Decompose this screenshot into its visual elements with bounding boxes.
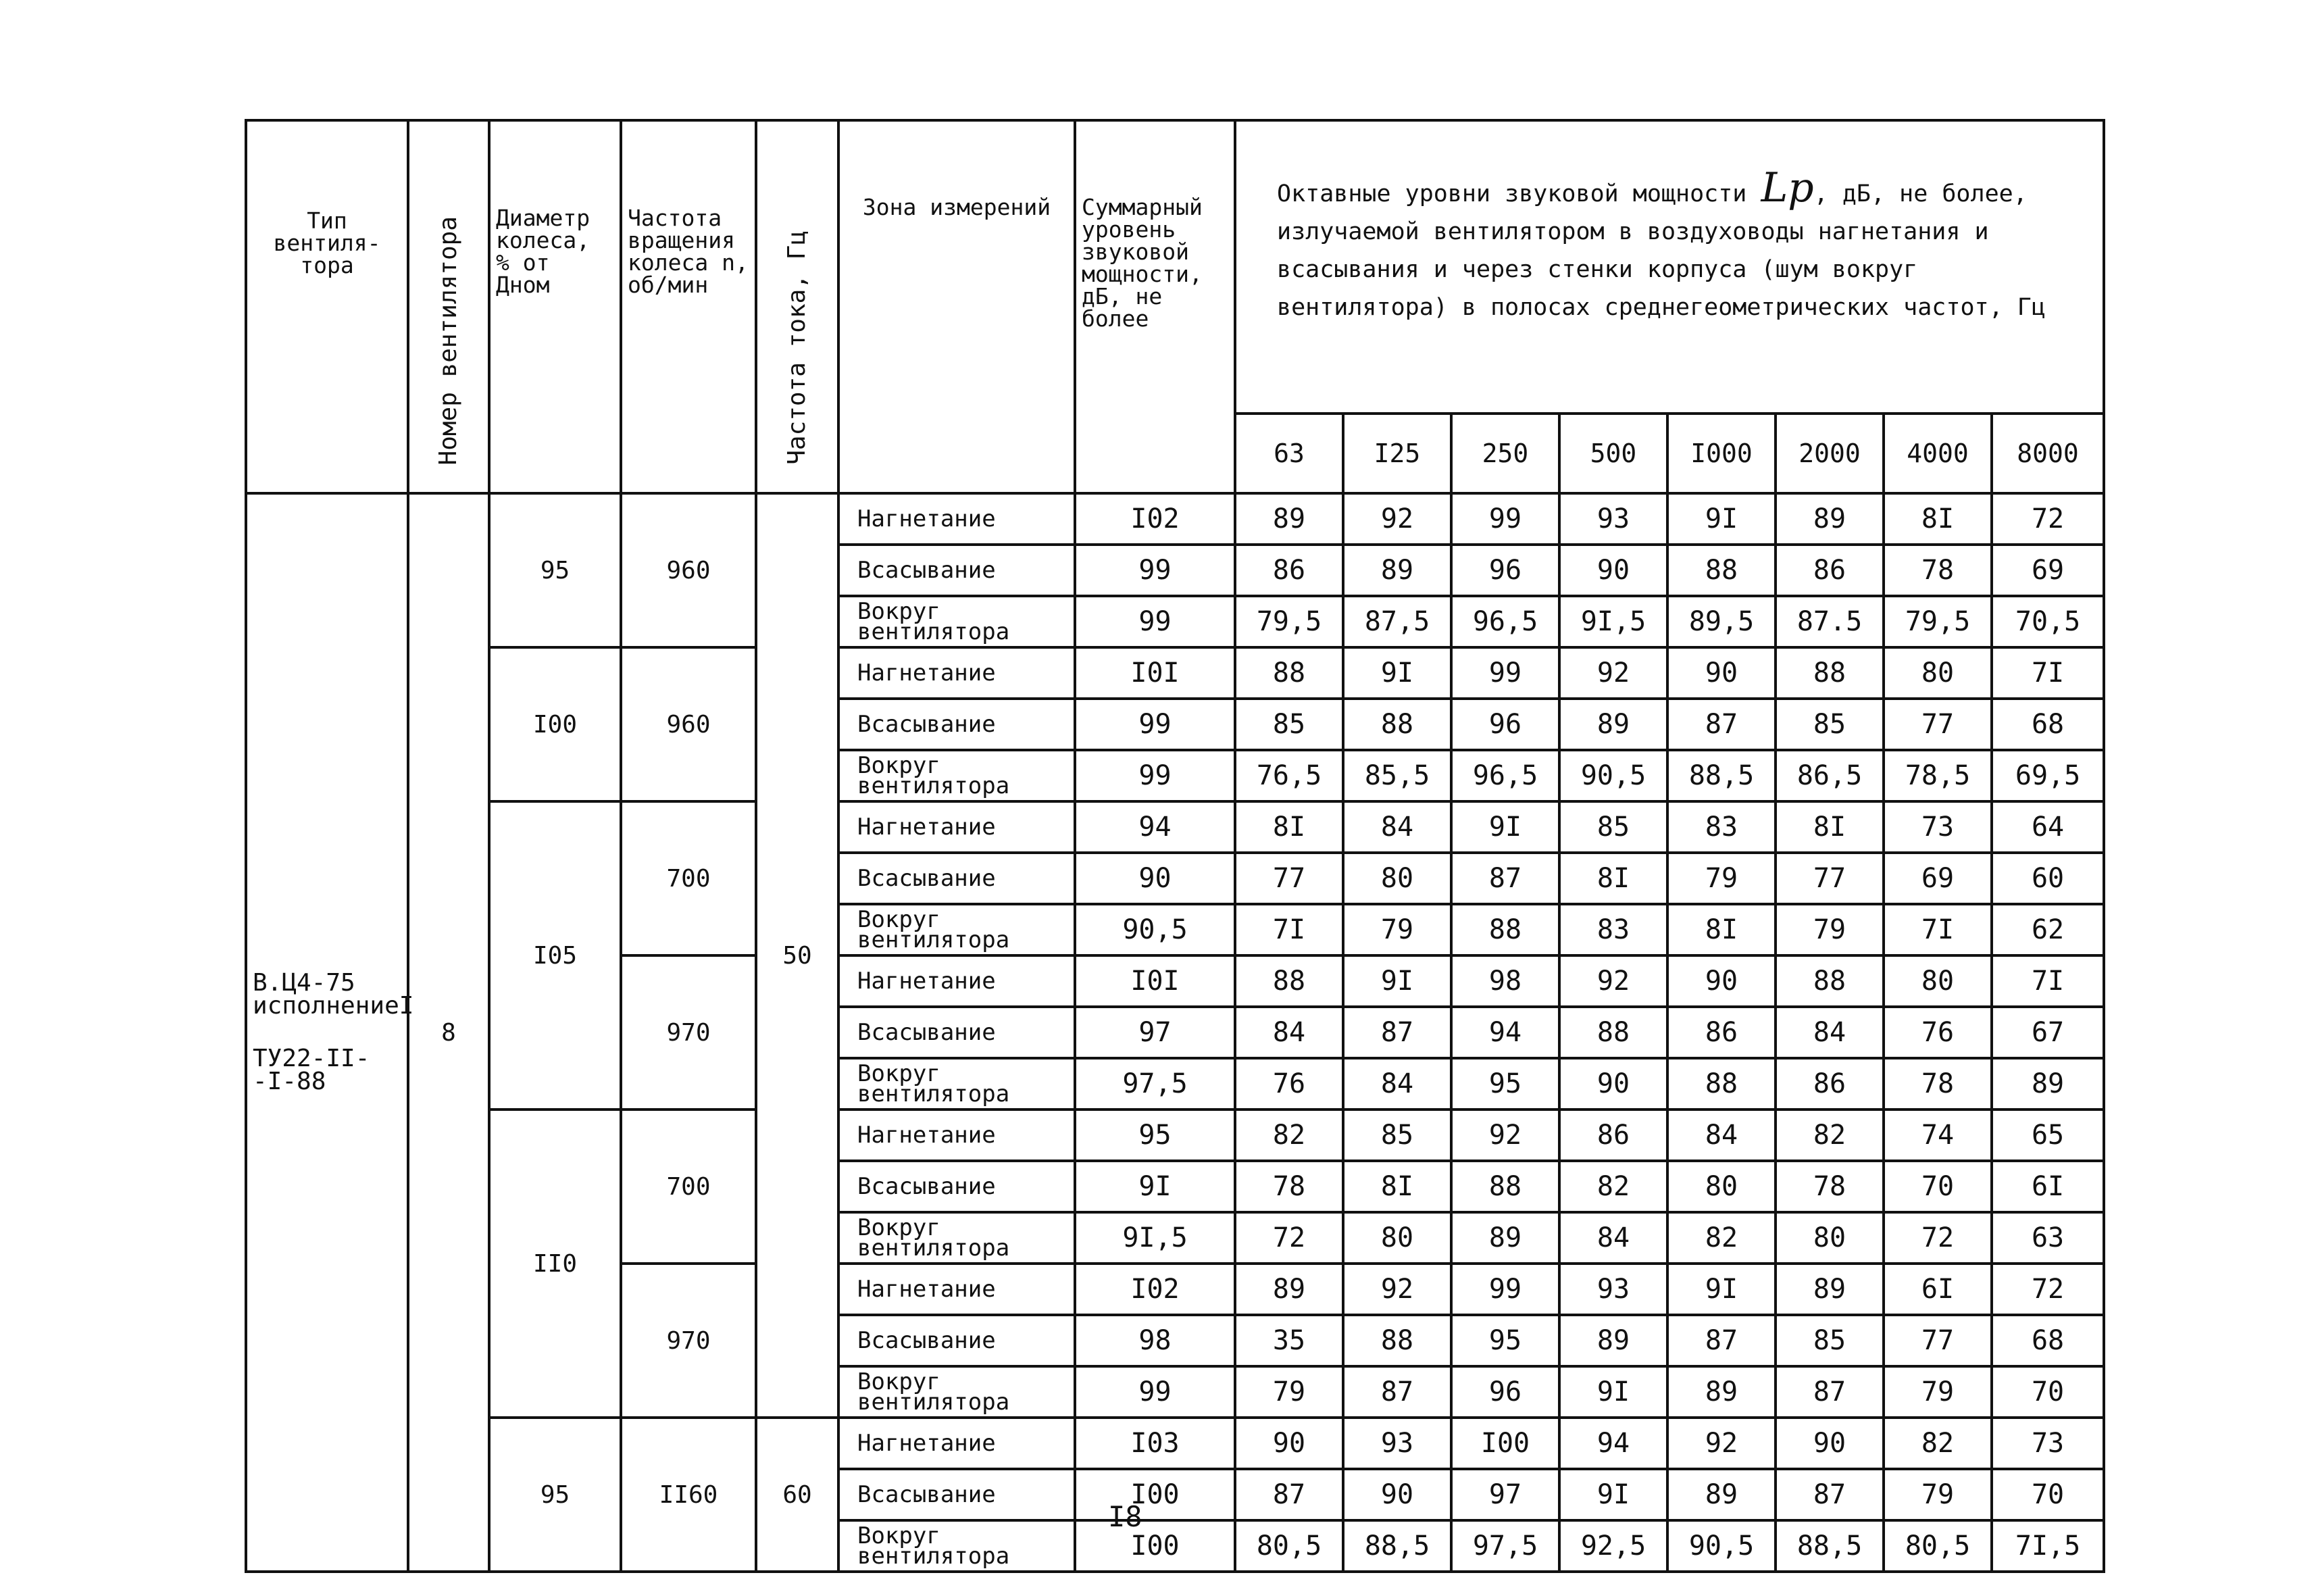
level-cell: 87 — [1776, 1469, 1884, 1520]
zone-cell: Вокруг вентилятора — [838, 1212, 1075, 1264]
level-cell: 84 — [1776, 1007, 1884, 1058]
level-cell: 95 — [1451, 1058, 1559, 1109]
level-cell: 92 — [1343, 1264, 1451, 1315]
level-cell: 87 — [1235, 1469, 1343, 1520]
level-cell: 87 — [1343, 1366, 1451, 1418]
level-cell: 84 — [1667, 1109, 1776, 1161]
level-cell: 88 — [1451, 904, 1559, 955]
level-cell: 86 — [1776, 1058, 1884, 1109]
level-cell: 87 — [1667, 1315, 1776, 1366]
zone-cell: Вокруг вентилятора — [838, 1058, 1075, 1109]
level-cell: 88,5 — [1776, 1520, 1884, 1572]
level-cell: 76 — [1235, 1058, 1343, 1109]
spec-sheet — [245, 119, 2105, 1573]
level-cell: 79,5 — [1235, 596, 1343, 647]
level-cell: 88 — [1235, 647, 1343, 699]
level-cell: 78 — [1235, 1161, 1343, 1212]
level-cell: 82 — [1559, 1161, 1667, 1212]
fan-noise-table — [245, 119, 2105, 1573]
total-level-cell: 97 — [1075, 1007, 1235, 1058]
level-cell: 88 — [1776, 955, 1884, 1007]
speed-cell: 700 — [621, 1109, 756, 1264]
level-cell: 72 — [1884, 1212, 1992, 1264]
level-cell: 85,5 — [1343, 750, 1451, 801]
level-cell: 7I — [1235, 904, 1343, 955]
level-cell: 7I — [1992, 647, 2104, 699]
total-level-cell: 99 — [1075, 545, 1235, 596]
level-cell: 78 — [1884, 545, 1992, 596]
total-level-cell: I0I — [1075, 955, 1235, 1007]
level-cell: 88 — [1667, 545, 1776, 596]
level-cell: 90 — [1667, 955, 1776, 1007]
level-cell: 88 — [1667, 1058, 1776, 1109]
zone-cell: Всасывание — [838, 1315, 1075, 1366]
total-level-cell: 9I,5 — [1075, 1212, 1235, 1264]
level-cell: 89 — [1667, 1366, 1776, 1418]
level-cell: 70,5 — [1992, 596, 2104, 647]
level-cell: 98 — [1451, 955, 1559, 1007]
level-cell: 85 — [1776, 699, 1884, 750]
zone-cell: Всасывание — [838, 545, 1075, 596]
level-cell: 79 — [1235, 1366, 1343, 1418]
diameter-cell: I05 — [489, 801, 621, 1109]
level-cell: 87 — [1451, 853, 1559, 904]
total-level-cell: I00 — [1075, 1520, 1235, 1572]
speed-cell: 960 — [621, 647, 756, 801]
level-cell: 72 — [1235, 1212, 1343, 1264]
level-cell: 92 — [1667, 1418, 1776, 1469]
level-cell: 96,5 — [1451, 750, 1559, 801]
level-cell: 8I — [1235, 801, 1343, 853]
level-cell: 78 — [1776, 1161, 1884, 1212]
speed-cell: 700 — [621, 801, 756, 955]
level-cell: 6I — [1992, 1161, 2104, 1212]
level-cell: 92 — [1559, 955, 1667, 1007]
level-cell: 88,5 — [1667, 750, 1776, 801]
level-cell: 86 — [1667, 1007, 1776, 1058]
level-cell: 89 — [1559, 1315, 1667, 1366]
level-cell: 90 — [1559, 1058, 1667, 1109]
level-cell: 7I — [1992, 955, 2104, 1007]
level-cell: 87,5 — [1343, 596, 1451, 647]
level-cell: 80,5 — [1884, 1520, 1992, 1572]
level-cell: 73 — [1992, 1418, 2104, 1469]
level-cell: 96 — [1451, 699, 1559, 750]
level-cell: 80 — [1343, 853, 1451, 904]
level-cell: 90 — [1667, 647, 1776, 699]
level-cell: 85 — [1343, 1109, 1451, 1161]
frequency-header: I25 — [1343, 414, 1451, 493]
level-cell: 80 — [1343, 1212, 1451, 1264]
diameter-cell: 95 — [489, 493, 621, 647]
level-cell: 92 — [1343, 493, 1451, 545]
table-row — [246, 1109, 2104, 1161]
level-cell: 73 — [1884, 801, 1992, 853]
level-cell: 85 — [1559, 801, 1667, 853]
fan-number-cell: 8 — [408, 493, 489, 1572]
level-cell: 96 — [1451, 1366, 1559, 1418]
frequency-header: 4000 — [1884, 414, 1992, 493]
level-cell: 84 — [1559, 1212, 1667, 1264]
speed-cell: 960 — [621, 493, 756, 647]
zone-header: Зона измерений — [838, 120, 1075, 493]
level-cell: 87 — [1776, 1366, 1884, 1418]
level-cell: 60 — [1992, 853, 2104, 904]
level-cell: 90 — [1235, 1418, 1343, 1469]
level-cell: 87 — [1667, 699, 1776, 750]
total-level-cell: 99 — [1075, 1366, 1235, 1418]
level-cell: 93 — [1559, 1264, 1667, 1315]
zone-cell: Вокруг вентилятора — [838, 1520, 1075, 1572]
level-cell: 77 — [1235, 853, 1343, 904]
level-cell: 99 — [1451, 493, 1559, 545]
level-cell: 80 — [1776, 1212, 1884, 1264]
level-cell: 87 — [1343, 1007, 1451, 1058]
diameter-cell: I00 — [489, 647, 621, 801]
level-cell: 68 — [1992, 1315, 2104, 1366]
level-cell: 89 — [1667, 1469, 1776, 1520]
level-cell: 92,5 — [1559, 1520, 1667, 1572]
level-cell: 94 — [1559, 1418, 1667, 1469]
zone-cell: Нагнетание — [838, 955, 1075, 1007]
speed-cell: 970 — [621, 955, 756, 1109]
level-cell: 9I — [1559, 1366, 1667, 1418]
level-cell: 83 — [1559, 904, 1667, 955]
level-cell: 63 — [1992, 1212, 2104, 1264]
level-cell: 9I — [1667, 493, 1776, 545]
zone-cell: Нагнетание — [838, 1109, 1075, 1161]
level-cell: 69 — [1884, 853, 1992, 904]
zone-cell: Нагнетание — [838, 647, 1075, 699]
level-cell: 82 — [1776, 1109, 1884, 1161]
level-cell: 89 — [1559, 699, 1667, 750]
zone-cell: Всасывание — [838, 1161, 1075, 1212]
level-cell: 86 — [1776, 545, 1884, 596]
zone-cell: Вокруг вентилятора — [838, 1366, 1075, 1418]
table-row — [246, 801, 2104, 853]
total-level-cell: I0I — [1075, 647, 1235, 699]
zone-cell: Нагнетание — [838, 801, 1075, 853]
level-cell: 79 — [1343, 904, 1451, 955]
level-cell: 68 — [1992, 699, 2104, 750]
level-cell: 6I — [1884, 1264, 1992, 1315]
current-frequency-cell: 50 — [756, 493, 838, 1418]
level-cell: 77 — [1776, 853, 1884, 904]
level-cell: 9I — [1667, 1264, 1776, 1315]
level-cell: 89 — [1235, 1264, 1343, 1315]
level-cell: 85 — [1776, 1315, 1884, 1366]
level-cell: 76,5 — [1235, 750, 1343, 801]
level-cell: 86 — [1235, 545, 1343, 596]
level-cell: 8I — [1667, 904, 1776, 955]
level-cell: 89 — [1776, 493, 1884, 545]
zone-cell: Вокруг вентилятора — [838, 904, 1075, 955]
level-cell: 35 — [1235, 1315, 1343, 1366]
speed-cell: II60 — [621, 1418, 756, 1572]
level-cell: 87.5 — [1776, 596, 1884, 647]
diameter-cell: 95 — [489, 1418, 621, 1572]
octave-levels-header: Октавные уровни звуковой мощности Lp, дБ, не более, излучаемой вентилятором в воздуховоды нагнетания и всасывания и через стенки корпуса (шум вокруг вентилятора) в полосах среднегеометрических частот, Гц — [1235, 120, 2104, 414]
zone-cell: Нагнетание — [838, 1264, 1075, 1315]
level-cell: 79 — [1884, 1469, 1992, 1520]
level-cell: 97 — [1451, 1469, 1559, 1520]
level-cell: 82 — [1235, 1109, 1343, 1161]
level-cell: 80 — [1667, 1161, 1776, 1212]
level-cell: 67 — [1992, 1007, 2104, 1058]
level-cell: 90 — [1776, 1418, 1884, 1469]
level-cell: 96 — [1451, 545, 1559, 596]
level-cell: 92 — [1559, 647, 1667, 699]
level-cell: 9I — [1559, 1469, 1667, 1520]
number-header: Номер вентилятора — [408, 120, 489, 493]
total-level-cell: I03 — [1075, 1418, 1235, 1469]
level-cell: 99 — [1451, 1264, 1559, 1315]
level-cell: 88,5 — [1343, 1520, 1451, 1572]
level-cell: 72 — [1992, 1264, 2104, 1315]
zone-cell: Нагнетание — [838, 1418, 1075, 1469]
level-cell: 9I — [1343, 955, 1451, 1007]
level-cell: 86,5 — [1776, 750, 1884, 801]
diameter-header: Диаметр колеса, % от Дном — [489, 120, 621, 493]
level-cell: 89 — [1992, 1058, 2104, 1109]
total-level-header: Суммарный уровень звуковой мощности, дБ, не более — [1075, 120, 1235, 493]
total-level-cell: 98 — [1075, 1315, 1235, 1366]
total-level-cell: 90,5 — [1075, 904, 1235, 955]
type-header: Тип вентиля-тора — [246, 120, 408, 493]
table-body — [246, 493, 2104, 1572]
frequency-header: 500 — [1559, 414, 1667, 493]
table-row — [246, 493, 2104, 545]
level-cell: 88 — [1559, 1007, 1667, 1058]
level-cell: 82 — [1884, 1418, 1992, 1469]
level-cell: 79 — [1776, 904, 1884, 955]
total-level-cell: 9I — [1075, 1161, 1235, 1212]
level-cell: 72 — [1992, 493, 2104, 545]
level-cell: 95 — [1451, 1315, 1559, 1366]
level-cell: 77 — [1884, 699, 1992, 750]
level-cell: 88 — [1343, 699, 1451, 750]
level-cell: 64 — [1992, 801, 2104, 853]
level-cell: 90 — [1343, 1469, 1451, 1520]
level-cell: 89 — [1235, 493, 1343, 545]
total-level-cell: 97,5 — [1075, 1058, 1235, 1109]
level-cell: 80 — [1884, 647, 1992, 699]
level-cell: 93 — [1559, 493, 1667, 545]
level-cell: 89,5 — [1667, 596, 1776, 647]
level-cell: 69 — [1992, 545, 2104, 596]
level-cell: 79 — [1667, 853, 1776, 904]
fan-type-cell: В.Ц4-75 исполнениеI ТУ22-II- -I-88 — [246, 493, 408, 1572]
level-cell: 82 — [1667, 1212, 1776, 1264]
total-level-cell: 94 — [1075, 801, 1235, 853]
level-cell: 86 — [1559, 1109, 1667, 1161]
level-cell: 70 — [1992, 1469, 2104, 1520]
level-cell: 69,5 — [1992, 750, 2104, 801]
level-cell: 8I — [1776, 801, 1884, 853]
level-cell: 74 — [1884, 1109, 1992, 1161]
level-cell: 90,5 — [1667, 1520, 1776, 1572]
level-cell: 80 — [1884, 955, 1992, 1007]
level-cell: 62 — [1992, 904, 2104, 955]
table-row — [246, 647, 2104, 699]
level-cell: 78 — [1884, 1058, 1992, 1109]
level-cell: 84 — [1343, 801, 1451, 853]
speed-cell: 970 — [621, 1264, 756, 1418]
level-cell: 9I — [1343, 647, 1451, 699]
zone-cell: Всасывание — [838, 1469, 1075, 1520]
level-cell: 8I — [1343, 1161, 1451, 1212]
level-cell: 8I — [1559, 853, 1667, 904]
level-cell: 89 — [1451, 1212, 1559, 1264]
level-cell: 65 — [1992, 1109, 2104, 1161]
level-cell: 88 — [1451, 1161, 1559, 1212]
zone-cell: Вокруг вентилятора — [838, 750, 1075, 801]
diameter-cell: II0 — [489, 1109, 621, 1418]
level-cell: 77 — [1884, 1315, 1992, 1366]
level-cell: 94 — [1451, 1007, 1559, 1058]
zone-cell: Вокруг вентилятора — [838, 596, 1075, 647]
level-cell: 80,5 — [1235, 1520, 1343, 1572]
level-cell: 85 — [1235, 699, 1343, 750]
level-cell: 92 — [1451, 1109, 1559, 1161]
total-level-cell: 99 — [1075, 699, 1235, 750]
level-cell: 96,5 — [1451, 596, 1559, 647]
level-cell: 7I,5 — [1992, 1520, 2104, 1572]
level-cell: 76 — [1884, 1007, 1992, 1058]
total-level-cell: I00 — [1075, 1469, 1235, 1520]
frequency-header: 250 — [1451, 414, 1559, 493]
page-number: I8 — [1108, 1500, 1142, 1533]
zone-cell: Всасывание — [838, 699, 1075, 750]
level-cell: 88 — [1235, 955, 1343, 1007]
total-level-cell: I02 — [1075, 1264, 1235, 1315]
frequency-header: I000 — [1667, 414, 1776, 493]
level-cell: 9I — [1451, 801, 1559, 853]
level-cell: 79 — [1884, 1366, 1992, 1418]
level-cell: 79,5 — [1884, 596, 1992, 647]
level-cell: 88 — [1776, 647, 1884, 699]
level-cell: 9I,5 — [1559, 596, 1667, 647]
speed-header: Частота вращения колеса n, об/мин — [621, 120, 756, 493]
level-cell: 8I — [1884, 493, 1992, 545]
total-level-cell: 99 — [1075, 596, 1235, 647]
total-level-cell: 99 — [1075, 750, 1235, 801]
level-cell: 78,5 — [1884, 750, 1992, 801]
level-cell: 70 — [1884, 1161, 1992, 1212]
level-cell: 90 — [1559, 545, 1667, 596]
level-cell: I00 — [1451, 1418, 1559, 1469]
zone-cell: Всасывание — [838, 1007, 1075, 1058]
current-frequency-header: Частота тока, Гц — [756, 120, 838, 493]
level-cell: 83 — [1667, 801, 1776, 853]
total-level-cell: I02 — [1075, 493, 1235, 545]
total-level-cell: 95 — [1075, 1109, 1235, 1161]
level-cell: 84 — [1343, 1058, 1451, 1109]
level-cell: 93 — [1343, 1418, 1451, 1469]
frequency-header: 8000 — [1992, 414, 2104, 493]
level-cell: 90,5 — [1559, 750, 1667, 801]
level-cell: 88 — [1343, 1315, 1451, 1366]
frequency-header: 2000 — [1776, 414, 1884, 493]
level-cell: 99 — [1451, 647, 1559, 699]
level-cell: 97,5 — [1451, 1520, 1559, 1572]
zone-cell: Всасывание — [838, 853, 1075, 904]
table-row — [246, 1418, 2104, 1469]
level-cell: 89 — [1343, 545, 1451, 596]
level-cell: 70 — [1992, 1366, 2104, 1418]
current-frequency-cell: 60 — [756, 1418, 838, 1572]
total-level-cell: 90 — [1075, 853, 1235, 904]
level-cell: 7I — [1884, 904, 1992, 955]
level-cell: 89 — [1776, 1264, 1884, 1315]
zone-cell: Нагнетание — [838, 493, 1075, 545]
frequency-header: 63 — [1235, 414, 1343, 493]
level-cell: 84 — [1235, 1007, 1343, 1058]
